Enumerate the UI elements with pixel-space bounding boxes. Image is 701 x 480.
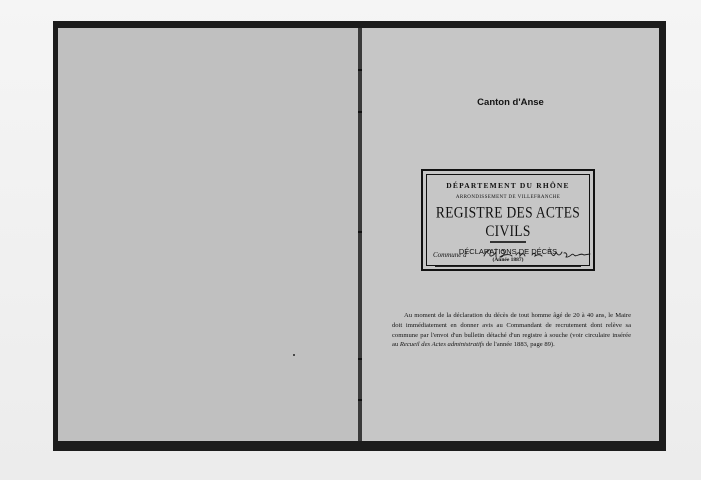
- recruitment-notice: [392, 311, 631, 350]
- canton-heading: Canton d'Anse: [477, 97, 544, 108]
- label-year: (Année 1887): [492, 257, 524, 263]
- open-register-book: [53, 21, 666, 451]
- label-commune: Commune d: [433, 251, 467, 259]
- left-page: [58, 28, 358, 441]
- notice-text-part-2: de l'année 1883, page 89).: [484, 341, 555, 349]
- label-declarations: DÉCLARATIONS DE DÉCÈS: [458, 247, 558, 256]
- label-register-title: REGISTRE DES ACTES CIVILS: [435, 203, 581, 240]
- paper-speck: [293, 354, 295, 356]
- handwritten-commune-name: [480, 246, 592, 260]
- register-label-frame: [426, 174, 590, 266]
- label-arrondissement: ARRONDISSEMENT DE VILLEFRANCHE: [455, 195, 561, 200]
- right-page: [362, 28, 659, 441]
- notice-text-italic: Recueil des Actes administratifs: [399, 341, 485, 349]
- label-rule: [435, 266, 581, 267]
- register-label: [421, 169, 595, 271]
- label-ornament: [490, 241, 526, 243]
- label-department: DÉPARTEMENT DU RHÔNE: [446, 181, 570, 190]
- notice-text-part-1: Au moment de la déclaration du décès de tout homme âgé de 20 à 40 ans, le Maire doit immédiatement en donner avis au Commandant de recrutement dont relève sa commune par l'envoi d'un bulletin détaché d'un registre à souche (voir circulaire insérée au: [392, 312, 631, 349]
